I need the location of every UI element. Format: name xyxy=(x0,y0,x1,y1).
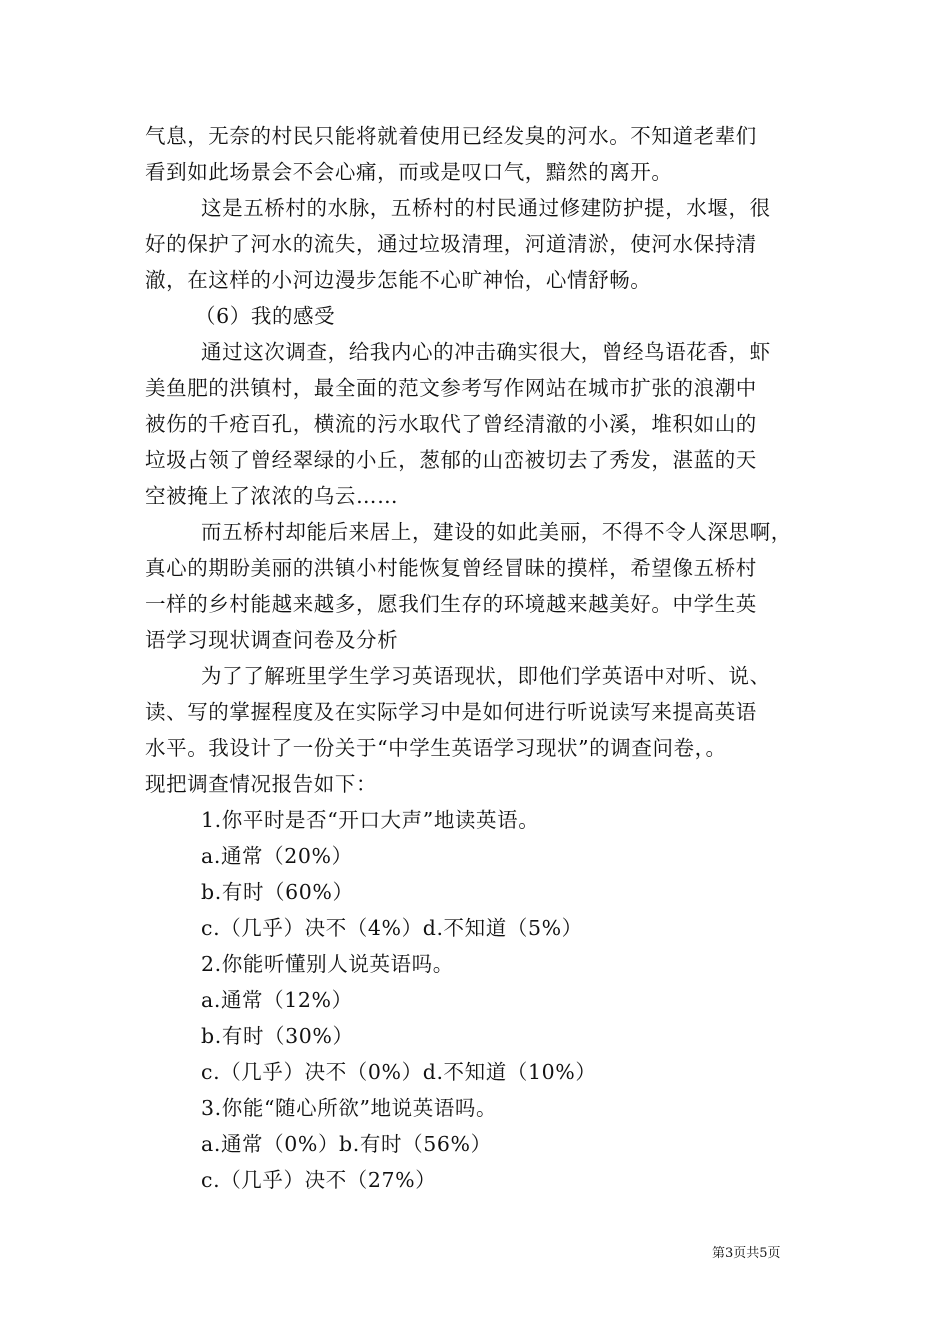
text-line: 语学习现状调查问卷及分析 xyxy=(145,628,399,652)
answer-option: b.有时（60%） xyxy=(201,880,354,904)
text-line: 为了了解班里学生学习英语现状，即他们学英语中对听、说、 xyxy=(201,664,771,688)
question-line: 3.你能“随心所欲”地说英语吗。 xyxy=(201,1096,498,1120)
text-line: 被伤的千疮百孔，横流的污水取代了曾经清澈的小溪，堆积如山的 xyxy=(145,412,757,436)
answer-option: a.通常（0%）b.有时（56%） xyxy=(201,1132,492,1156)
question-line: 2.你能听懂别人说英语吗。 xyxy=(201,952,454,976)
text-line: 这是五桥村的水脉，五桥村的村民通过修建防护提，水堰，很 xyxy=(201,196,771,220)
answer-option: a.通常（20%） xyxy=(201,844,353,868)
answer-option: c.（几乎）决不（4%）d.不知道（5%） xyxy=(201,916,583,940)
text-line: 通过这次调查，给我内心的冲击确实很大，曾经鸟语花香，虾 xyxy=(201,340,771,364)
text-line: 空被掩上了浓浓的乌云…… xyxy=(145,484,399,508)
text-line: 一样的乡村能越来越多，愿我们生存的环境越来越美好。中学生英 xyxy=(145,592,757,616)
text-line: 真心的期盼美丽的洪镇小村能恢复曾经冒昧的摸样，希望像五桥村 xyxy=(145,556,757,580)
text-line: 而五桥村却能后来居上，建设的如此美丽，不得不令人深思啊， xyxy=(201,520,792,544)
text-line: 读、写的掌握程度及在实际学习中是如何进行听说读写来提高英语 xyxy=(145,700,757,724)
text-line: 澈，在这样的小河边漫步怎能不心旷神怡，心情舒畅。 xyxy=(145,268,652,292)
page-number-footer: 第3页共5页 xyxy=(712,1246,781,1261)
text-line: 看到如此场景会不会心痛，而或是叹口气，黯然的离开。 xyxy=(145,160,673,184)
text-line: 现把调查情况报告如下： xyxy=(145,772,378,796)
question-line: 1.你平时是否“开口大声”地读英语。 xyxy=(201,808,540,832)
section-heading: （6）我的感受 xyxy=(195,304,336,328)
text-line: 气息，无奈的村民只能将就着使用已经发臭的河水。不知道老辈们 xyxy=(145,124,757,148)
answer-option: b.有时（30%） xyxy=(201,1024,354,1048)
text-line: 美鱼肥的洪镇村，最全面的范文参考写作网站在城市扩张的浪潮中 xyxy=(145,376,757,400)
text-line: 好的保护了河水的流失，通过垃圾清理，河道清淤，使河水保持清 xyxy=(145,232,757,256)
answer-option: c.（几乎）决不（27%） xyxy=(201,1168,437,1192)
text-line: 垃圾占领了曾经翠绿的小丘，葱郁的山峦被切去了秀发，湛蓝的天 xyxy=(145,448,757,472)
body-text xyxy=(145,118,805,1198)
text-line: 水平。我设计了一份关于“中学生英语学习现状”的调查问卷，。 xyxy=(145,736,727,760)
answer-option: a.通常（12%） xyxy=(201,988,353,1012)
answer-option: c.（几乎）决不（0%）d.不知道（10%） xyxy=(201,1060,597,1084)
